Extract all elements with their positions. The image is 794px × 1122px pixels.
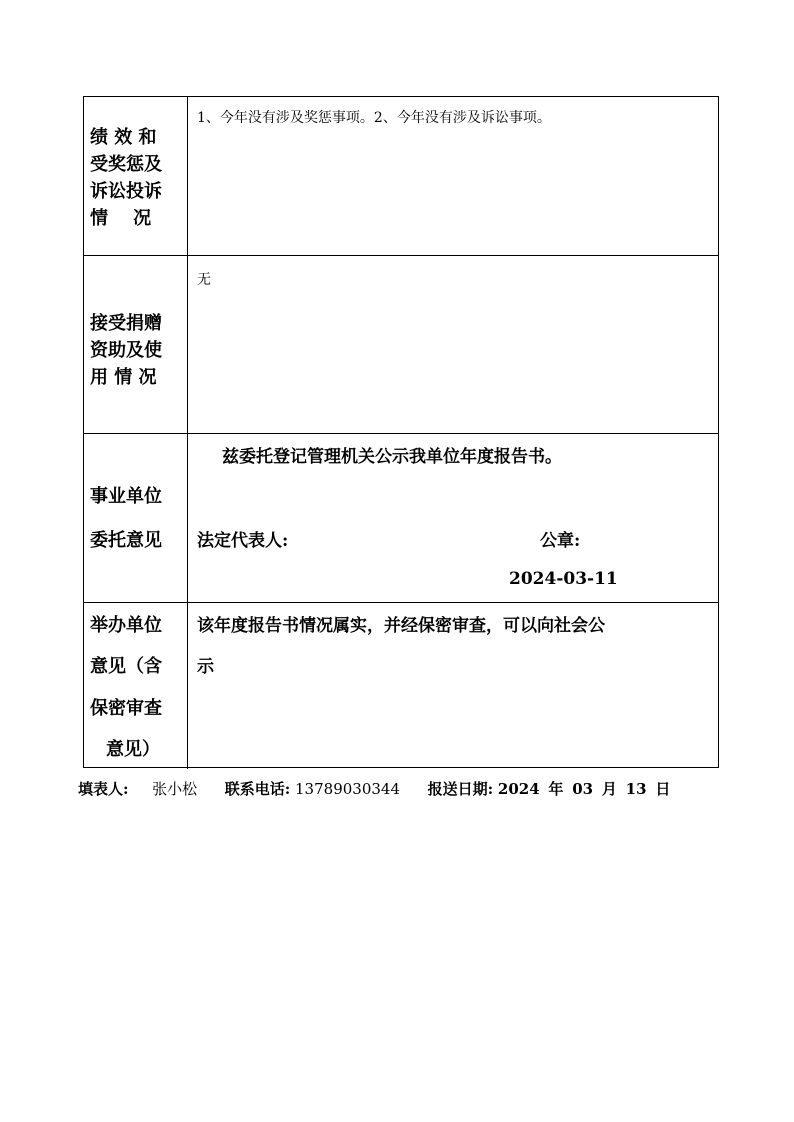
filler-name: 张小松: [152, 780, 198, 798]
entrust-row: [84, 434, 718, 603]
donation-label-text-3: 用 情 况: [90, 367, 157, 388]
submit-date-month: 03: [572, 780, 594, 798]
sponsor-label-line-2: [90, 652, 180, 678]
donation-label-line-3: [90, 363, 180, 389]
submit-date-label: 报送日期:: [427, 780, 494, 798]
performance-label-text-3: 诉讼投诉: [90, 181, 162, 202]
donation-label-text-2: 资助及使: [90, 340, 162, 361]
performance-label-cell: [84, 97, 188, 255]
entrust-date: 2024-03-11: [509, 569, 618, 589]
performance-row: [84, 97, 718, 256]
entrust-label-cell: [84, 434, 188, 602]
submit-date-year: 2024: [497, 780, 540, 798]
sponsor-label-line-4: 意见）: [106, 739, 160, 760]
sponsor-label-line-1: [90, 611, 180, 637]
sponsor-content-cell: [188, 603, 718, 769]
performance-label-line-4: [90, 204, 180, 230]
phone-number: 13789030344: [295, 780, 400, 798]
donation-label-line-2: [90, 336, 180, 362]
entrust-label-line-2: [90, 526, 180, 552]
performance-label-text-4: 情 况: [90, 208, 152, 229]
legal-representative-label: 法定代表人:: [197, 531, 289, 551]
submit-date-year-char: 年: [548, 780, 564, 798]
official-seal-label: 公章:: [540, 531, 581, 551]
performance-content-text: 1、今年没有涉及奖惩事项。2、今年没有涉及诉讼事项。: [197, 110, 551, 126]
donation-label-cell: [84, 256, 188, 433]
entrust-label-line-1: [90, 482, 180, 508]
donation-row: [84, 256, 718, 434]
filler-label: 填表人:: [78, 780, 129, 798]
submit-date-day: 13: [625, 780, 647, 798]
performance-label-line-3: [90, 177, 180, 203]
entrust-label-text-2: 委托意见: [90, 530, 162, 551]
performance-label-line-2: [90, 150, 180, 176]
sponsor-content-line-1: 该年度报告书情况属实，并经保密审查，可以向社会公: [197, 616, 605, 636]
sponsor-label-text-2: 意见（含: [90, 656, 162, 677]
donation-label-text-1: 接受捐赠: [90, 313, 162, 334]
sponsor-content-line-2: 示: [197, 657, 214, 677]
performance-label-text-2: 受奖惩及: [90, 154, 162, 175]
form-footer: [78, 778, 670, 799]
sponsor-row: [84, 603, 718, 769]
donation-label-line-1: [90, 309, 180, 335]
sponsor-label-line-3: [90, 694, 180, 720]
sponsor-label-text-1: 举办单位: [90, 615, 162, 636]
entrust-content-cell: [188, 434, 718, 602]
performance-label-text-1: 绩 效 和: [90, 127, 157, 148]
annual-report-form-table: [83, 96, 719, 768]
submit-date-day-char: 日: [655, 780, 671, 798]
performance-content-cell: [188, 97, 718, 255]
sponsor-label-text-3: 保密审查: [90, 698, 162, 719]
performance-label-line-1: [90, 123, 180, 149]
phone-label: 联系电话:: [224, 780, 291, 798]
donation-content-cell: [188, 256, 718, 433]
donation-content-text: 无: [197, 272, 211, 288]
submit-date-month-char: 月: [601, 780, 617, 798]
entrust-statement: 兹委托登记管理机关公示我单位年度报告书。: [222, 447, 562, 467]
sponsor-label-cell: [84, 603, 188, 769]
entrust-label-text-1: 事业单位: [90, 486, 162, 507]
